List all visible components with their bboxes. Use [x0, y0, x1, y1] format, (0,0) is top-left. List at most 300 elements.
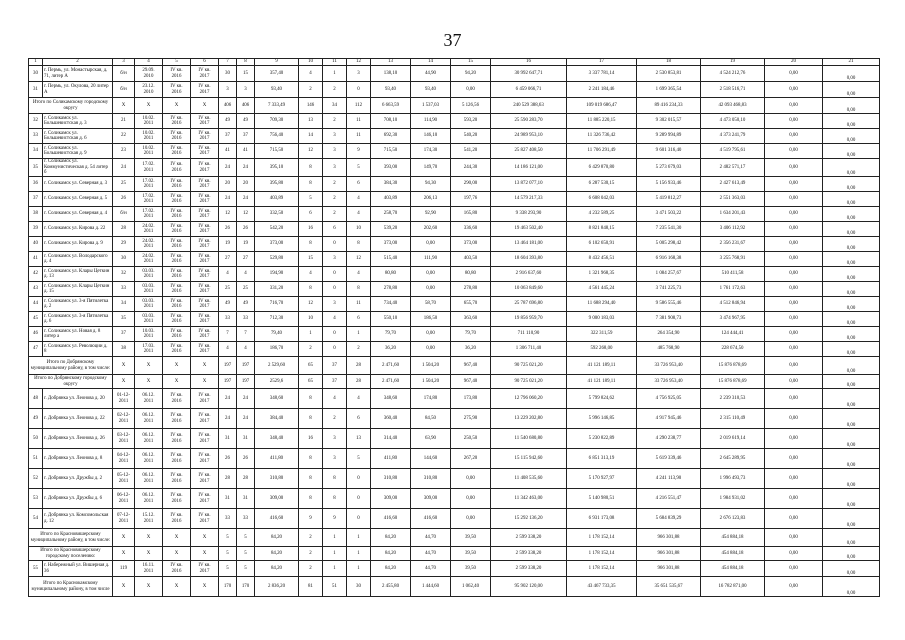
subtotal-row	[29, 529, 880, 547]
table-cell: 3	[323, 129, 347, 144]
table-cell: 0,00	[765, 375, 823, 389]
table-cell: 28	[113, 222, 135, 237]
table-cell: 2 315 110,49	[701, 409, 765, 429]
table-row	[29, 312, 880, 327]
table-cell: 4	[347, 192, 371, 207]
table-cell: 12	[299, 297, 323, 312]
table-cell: X	[135, 98, 163, 114]
table-cell: 41	[29, 252, 43, 267]
table-cell: 8	[299, 469, 323, 489]
table-cell: 3 474 967,95	[701, 312, 765, 327]
table-cell: 02-12-2011	[113, 409, 135, 429]
table-cell: 37	[323, 375, 347, 389]
table-cell: 314,40	[371, 429, 411, 449]
table-cell: 146	[299, 98, 323, 114]
table-cell: 0,00	[823, 82, 880, 98]
table-cell: 38	[29, 207, 43, 222]
table-cell: 0,00	[765, 129, 823, 144]
table-cell: IV кв. 2017	[191, 449, 219, 469]
table-cell: 8	[299, 177, 323, 192]
column-header: 6	[191, 59, 219, 66]
table-cell: 17.02. 2011	[135, 159, 163, 177]
table-cell: 4	[219, 267, 237, 282]
table-cell: 1 761 172,63	[701, 282, 765, 297]
column-header: 20	[765, 59, 823, 66]
table-row	[29, 252, 880, 267]
table-row	[29, 82, 880, 98]
table-cell: 15 876 878,69	[701, 375, 765, 389]
table-cell: 40	[29, 237, 43, 252]
table-cell: 92,90	[411, 207, 451, 222]
table-cell: 8 821 848,15	[567, 222, 637, 237]
table-cell: 3	[323, 144, 347, 159]
table-cell: г. Добрянка ул. Комсомольская д. 12	[43, 509, 113, 529]
table-cell: 593,20	[451, 114, 491, 129]
table-cell: IV кв. 2017	[191, 222, 219, 237]
table-cell: 1 996 493,73	[701, 469, 765, 489]
table-cell: X	[191, 547, 219, 561]
table-cell: 24	[113, 159, 135, 177]
table-cell: 93,40	[371, 82, 411, 98]
table-cell: 8	[323, 469, 347, 489]
table-cell: 0	[323, 327, 347, 342]
table-cell: 275,90	[451, 409, 491, 429]
table-cell: 0,00	[765, 297, 823, 312]
table-cell: 0,00	[765, 66, 823, 82]
table-cell: 0,00	[823, 66, 880, 82]
table-cell: X	[113, 375, 135, 389]
table-cell: 93,40	[411, 82, 451, 98]
page-number: 37	[443, 30, 462, 50]
table-cell: 0,00	[411, 327, 451, 342]
table-cell: 756,40	[255, 129, 299, 144]
table-cell: 1	[323, 66, 347, 82]
table-cell: 322 311,59	[567, 327, 637, 342]
table-cell: X	[135, 529, 163, 547]
table-cell: 357,40	[255, 66, 299, 82]
table-cell: 4	[347, 267, 371, 282]
table-cell: 0,00	[411, 342, 451, 357]
table-cell: 19	[219, 237, 237, 252]
table-cell: 41	[219, 144, 237, 159]
table-cell: 26	[237, 449, 255, 469]
table-cell: X	[191, 529, 219, 547]
table-cell: 1 178 152,14	[567, 529, 637, 547]
table-cell: 966 301,88	[637, 561, 701, 577]
column-header: 14	[411, 59, 451, 66]
table-cell: 25 590 283,70	[491, 114, 567, 129]
table-cell: 6	[347, 409, 371, 429]
table-cell: 715,50	[371, 144, 411, 159]
table-cell: 0	[323, 282, 347, 297]
table-cell: 12	[219, 207, 237, 222]
table-cell: 0,00	[823, 389, 880, 409]
table-cell: 0,00	[765, 547, 823, 561]
table-row	[29, 469, 880, 489]
table-cell: X	[191, 357, 219, 375]
table-cell: 0	[347, 469, 371, 489]
table-cell: 2 471,60	[371, 375, 411, 389]
table-cell: 708,10	[371, 114, 411, 129]
table-cell: 1 321 968,35	[567, 267, 637, 282]
table-cell: 06.12. 2011	[135, 389, 163, 409]
table-cell: 2 599 338,20	[491, 529, 567, 547]
table-cell: 5	[237, 561, 255, 577]
table-cell: 25	[237, 282, 255, 297]
table-cell: 0,00	[765, 312, 823, 327]
table-cell: 16	[299, 429, 323, 449]
table-cell: 17.02. 2011	[135, 207, 163, 222]
table-cell: 0,00	[765, 409, 823, 429]
table-cell: 24	[219, 192, 237, 207]
table-cell: 2 836,20	[255, 577, 299, 597]
table-cell: IV кв. 2017	[191, 312, 219, 327]
table-cell: 6 916 168,38	[637, 252, 701, 267]
table-cell: 30	[219, 66, 237, 82]
table-cell: 42	[29, 267, 43, 282]
table-cell: 37	[29, 192, 43, 207]
table-cell: 16	[299, 222, 323, 237]
table-row	[29, 237, 880, 252]
table-cell: 06.12. 2011	[135, 469, 163, 489]
table-cell: 12	[347, 252, 371, 267]
table-cell: г. Добрянка ул. Леонова д. 8	[43, 449, 113, 469]
table-cell: 25	[219, 282, 237, 297]
column-header: 3	[113, 59, 135, 66]
table-cell: 119	[113, 561, 135, 577]
table-cell: 11 706 291,49	[567, 144, 637, 159]
table-cell: IV кв. 2017	[191, 389, 219, 409]
table-cell: 13	[347, 429, 371, 449]
table-cell: 49	[219, 297, 237, 312]
table-cell: IV кв. 2017	[191, 489, 219, 509]
table-cell: IV кв. 2017	[191, 252, 219, 267]
table-cell: 206,13	[411, 192, 451, 207]
table-cell: 0,00	[765, 389, 823, 409]
table-cell: 4 756 925,05	[637, 389, 701, 409]
table-cell: 8	[347, 282, 371, 297]
column-header: 19	[701, 59, 765, 66]
table-cell: 0,00	[765, 429, 823, 449]
table-cell: 84,20	[255, 547, 299, 561]
table-cell: 4 524 212,76	[701, 66, 765, 82]
table-cell: 0,00	[765, 98, 823, 114]
table-cell: 5 230 822,89	[567, 429, 637, 449]
table-cell: 0,00	[823, 357, 880, 375]
table-cell: 33 726 953,40	[637, 357, 701, 375]
table-cell: 0,00	[765, 282, 823, 297]
table-cell: 84,20	[255, 561, 299, 577]
table-cell: 29.09. 2010	[135, 66, 163, 82]
table-cell: 0,00	[765, 252, 823, 267]
table-row	[29, 267, 880, 282]
table-cell: IV кв. 2016	[163, 129, 191, 144]
subtotal-label: Итого по Добрянскому муниципальному району, в том числе:	[29, 357, 113, 375]
subtotal-row	[29, 375, 880, 389]
table-cell: 24	[219, 159, 237, 177]
table-cell: IV кв. 2016	[163, 509, 191, 529]
table-cell: 111,90	[411, 252, 451, 267]
table-cell: 5	[219, 547, 237, 561]
table-cell: 197	[219, 375, 237, 389]
table-row	[29, 297, 880, 312]
table-cell: 32	[29, 114, 43, 129]
table-cell: 711 110,90	[491, 327, 567, 342]
table-cell: 43 467 733,35	[567, 577, 637, 597]
table-cell: 2	[323, 82, 347, 98]
table-row	[29, 509, 880, 529]
table-cell: 12	[237, 207, 255, 222]
table-cell: 13 229 202,80	[491, 409, 567, 429]
table-cell: IV кв. 2017	[191, 144, 219, 159]
table-cell: 331,20	[255, 282, 299, 297]
table-cell: 967,40	[451, 375, 491, 389]
column-header: 17	[567, 59, 637, 66]
table-body	[29, 59, 880, 597]
table-cell: 33	[29, 129, 43, 144]
table-cell: 146,10	[411, 129, 451, 144]
table-cell: 373,00	[255, 237, 299, 252]
table-cell: 80,80	[371, 267, 411, 282]
table-cell: 0,00	[765, 509, 823, 529]
table-cell: 79,70	[451, 327, 491, 342]
table-cell: 4	[323, 389, 347, 409]
table-cell: 1 178 152,14	[567, 561, 637, 577]
table-cell: IV кв. 2016	[163, 237, 191, 252]
table-cell: 44,70	[411, 529, 451, 547]
table-cell: 4	[237, 342, 255, 357]
table-cell: г. Соликамск ул. 3-я Пятилетка д. 2	[43, 297, 113, 312]
table-cell: 8	[299, 409, 323, 429]
table-cell: 33	[219, 312, 237, 327]
table-cell: 24	[219, 389, 237, 409]
table-cell: 4 519 795,61	[701, 144, 765, 159]
table-cell: 3	[347, 66, 371, 82]
table-cell: 395,80	[255, 177, 299, 192]
table-cell: 5 126,56	[451, 98, 491, 114]
table-row	[29, 561, 880, 577]
table-cell: 28	[237, 469, 255, 489]
table-row	[29, 114, 880, 129]
table-cell: 24.02. 2011	[135, 237, 163, 252]
table-cell: 0,00	[823, 252, 880, 267]
table-cell: 15	[299, 252, 323, 267]
table-cell: 2	[323, 114, 347, 129]
table-cell: 7 381 908,73	[637, 312, 701, 327]
table-cell: 6 931 173,08	[567, 509, 637, 529]
table-cell: 309,00	[371, 489, 411, 509]
table-cell: 06.12. 2011	[135, 429, 163, 449]
column-header: 15	[451, 59, 491, 66]
table-cell: 2 239 310,53	[701, 389, 765, 409]
table-cell: 17.02. 2011	[135, 192, 163, 207]
table-cell: 1 537,03	[411, 98, 451, 114]
column-header: 9	[255, 59, 299, 66]
table-cell: 13 464 181,00	[491, 237, 567, 252]
table-cell: 1 306 711,40	[491, 342, 567, 357]
table-cell: 8	[299, 159, 323, 177]
table-cell: 0,00	[451, 469, 491, 489]
table-cell: 36,20	[451, 342, 491, 357]
table-cell: X	[135, 577, 163, 597]
table-cell: 0,00	[823, 297, 880, 312]
table-cell: 07-12-2011	[113, 509, 135, 529]
table-cell: X	[113, 577, 135, 597]
table-cell: 309,00	[411, 489, 451, 509]
table-cell: 2 427 613,49	[701, 177, 765, 192]
table-cell: 5 684 839,29	[637, 509, 701, 529]
table-cell: 8	[299, 237, 323, 252]
table-cell: 1	[347, 547, 371, 561]
table-cell: 0,00	[765, 82, 823, 98]
table-cell: 1	[323, 529, 347, 547]
table-cell: 2	[323, 192, 347, 207]
table-cell: 55	[29, 561, 43, 577]
table-cell: г. Добрянка ул. Дружбы д. 2	[43, 469, 113, 489]
table-cell: 34	[29, 144, 43, 159]
table-cell: 716,70	[255, 297, 299, 312]
table-cell: 11 326 736,42	[567, 129, 637, 144]
table-cell: IV кв. 2016	[163, 144, 191, 159]
table-cell: 384,30	[371, 177, 411, 192]
column-header: 11	[323, 59, 347, 66]
table-cell: 709,30	[255, 114, 299, 129]
subtotal-row	[29, 577, 880, 597]
table-cell: 4	[347, 389, 371, 409]
table-cell: 6 287 530,15	[567, 177, 637, 192]
table-cell: 95 902 120,00	[491, 577, 567, 597]
table-cell: 1	[299, 327, 323, 342]
table-cell: 4	[219, 342, 237, 357]
table-cell: 4	[237, 267, 255, 282]
table-cell: 18 604 393,80	[491, 252, 567, 267]
table-cell: 26	[113, 192, 135, 207]
table-cell: 0,00	[823, 489, 880, 509]
table-cell: 0,00	[451, 82, 491, 98]
table-cell: 50	[29, 429, 43, 449]
table-cell: 35 651 535,67	[637, 577, 701, 597]
table-cell: IV кв. 2017	[191, 327, 219, 342]
column-header: 4	[135, 59, 163, 66]
table-cell: 0,00	[823, 192, 880, 207]
table-cell: 403,50	[451, 252, 491, 267]
table-cell: 5 156 933,46	[637, 177, 701, 192]
table-cell: IV кв. 2016	[163, 489, 191, 509]
table-cell: 5 170 927,97	[567, 469, 637, 489]
table-cell: 1 084 257,67	[637, 267, 701, 282]
table-row	[29, 66, 880, 82]
table-cell: 403,89	[255, 192, 299, 207]
table-cell: 2529,6	[255, 375, 299, 389]
table-cell: 348,40	[255, 429, 299, 449]
table-cell: 0,00	[823, 577, 880, 597]
table-cell: 8	[299, 449, 323, 469]
table-cell: 403,89	[371, 192, 411, 207]
table-cell: X	[113, 547, 135, 561]
table-cell: IV кв. 2016	[163, 267, 191, 282]
table-cell: 6 851 313,19	[567, 449, 637, 469]
table-cell: 2 599 338,20	[491, 547, 567, 561]
table-cell: 52	[29, 469, 43, 489]
table-cell: 2	[299, 342, 323, 357]
table-cell: 416,60	[255, 509, 299, 529]
table-cell: 186,70	[255, 342, 299, 357]
table-cell: 0,00	[451, 509, 491, 529]
table-cell: 11 885 220,15	[567, 114, 637, 129]
table-cell: 1 504,20	[411, 357, 451, 375]
table-cell: 24.02. 2011	[135, 252, 163, 267]
table-cell: 966 301,88	[637, 529, 701, 547]
table-cell: X	[191, 577, 219, 597]
table-cell: 65	[299, 357, 323, 375]
column-header: 5	[163, 59, 191, 66]
table-cell: 37	[219, 129, 237, 144]
table-cell: 715,50	[255, 144, 299, 159]
table-cell: 33	[113, 282, 135, 297]
table-cell: IV кв. 2016	[163, 114, 191, 129]
table-cell: IV кв. 2017	[191, 342, 219, 357]
table-cell: 2	[299, 529, 323, 547]
table-cell: 24	[237, 409, 255, 429]
table-cell: 58,70	[411, 297, 451, 312]
table-cell: г. Соликамск ул. Северная д. 3	[43, 177, 113, 192]
table-cell: 9 302 015,57	[637, 114, 701, 129]
table-cell: 240 529 388,63	[491, 98, 567, 114]
table-cell: 4 216 551,47	[637, 489, 701, 509]
table-cell: г. Соликамск ул. Клары Цеткин д. 15	[43, 282, 113, 297]
table-cell: IV кв. 2016	[163, 282, 191, 297]
table-cell: 44,70	[411, 561, 451, 577]
table-cell: 24	[237, 389, 255, 409]
table-cell: 310,80	[255, 469, 299, 489]
table-cell: IV кв. 2016	[163, 469, 191, 489]
table-cell: 0,00	[765, 222, 823, 237]
table-cell: 39,50	[451, 529, 491, 547]
table-cell: 37	[323, 357, 347, 375]
table-cell: 54	[29, 509, 43, 529]
table-cell: 4	[323, 312, 347, 327]
table-cell: 2 356 231,67	[701, 237, 765, 252]
table-cell: 6 459 066,71	[491, 82, 567, 98]
table-cell: г. Соликамск ул. 3-я Пятилетка д. 6	[43, 312, 113, 327]
table-cell: 34	[113, 297, 135, 312]
table-cell: г. Соликамск ул. Северная д. 5	[43, 192, 113, 207]
table-cell: 278,80	[371, 282, 411, 297]
table-cell: 2	[347, 342, 371, 357]
table-cell: 0,00	[823, 375, 880, 389]
table-cell: 12 796 060,20	[491, 389, 567, 409]
table-cell: 41 121 189,11	[567, 375, 637, 389]
column-header: 7	[219, 59, 237, 66]
table-cell: 1 178 152,14	[567, 547, 637, 561]
table-cell: 28	[219, 469, 237, 489]
table-cell: 26	[219, 222, 237, 237]
table-cell: 21	[113, 114, 135, 129]
table-cell: 515,40	[371, 252, 411, 267]
table-cell: 510 411,58	[701, 267, 765, 282]
table-cell: г. Добрянка ул. Леонова д. 26	[43, 429, 113, 449]
table-cell: 4 473 050,10	[701, 114, 765, 129]
table-cell: 529,80	[255, 252, 299, 267]
table-row	[29, 489, 880, 509]
table-cell: 06-12-2011	[113, 489, 135, 509]
table-cell: IV кв. 2016	[163, 207, 191, 222]
table-cell: 44,90	[411, 66, 451, 82]
table-cell: 138,10	[371, 66, 411, 82]
table-cell: б/н	[113, 66, 135, 82]
table-cell: 3	[323, 159, 347, 177]
table-cell: 1 634 201,43	[701, 207, 765, 222]
